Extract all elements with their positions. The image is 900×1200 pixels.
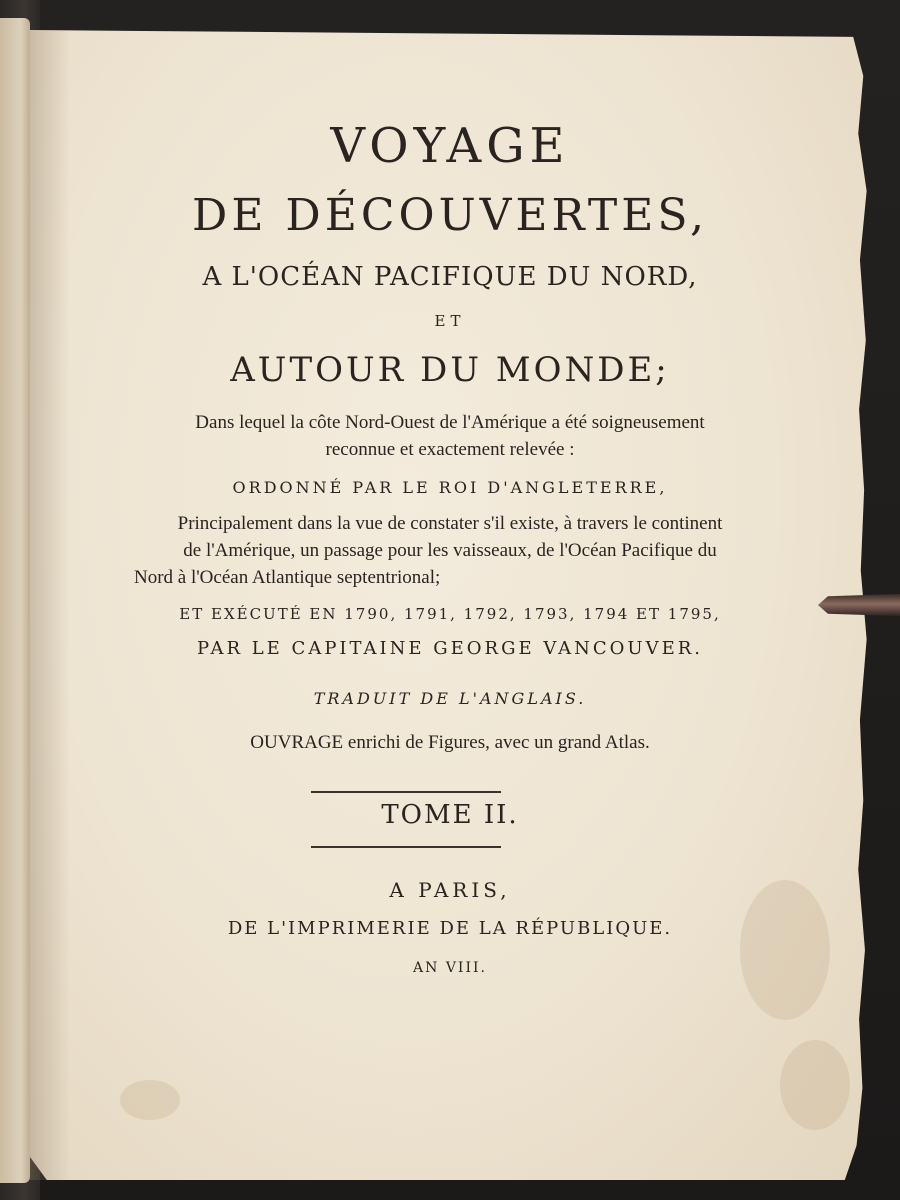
foxing-spot (120, 1080, 180, 1120)
ordonne-line: ORDONNÉ PAR LE ROI D'ANGLETERRE, (232, 478, 668, 497)
volume-label: TOME II. (381, 800, 519, 830)
book-title: VOYAGE (330, 118, 570, 174)
ocean-line: A L'OCÉAN PACIFIQUE DU NORD, (202, 262, 698, 292)
book-subtitle: DE DÉCOUVERTES, (192, 190, 708, 241)
purpose-line-2: de l'Amérique, un passage pour les vaisseaux, de l'Océan Pacifique du (183, 540, 717, 561)
executed-line: ET EXÉCUTÉ EN 1790, 1791, 1792, 1793, 1794 ET 1795, (179, 605, 721, 623)
et-line: ET (434, 312, 466, 330)
captain-line: PAR LE CAPITAINE GEORGE VANCOUVER. (197, 638, 703, 659)
description-line-1: Dans lequel la côte Nord-Ouest de l'Amérique a été soigneusement (195, 412, 705, 433)
purpose-line-1: Principalement dans la vue de constater s'il existe, à travers le continent (177, 513, 723, 534)
rule-bottom (311, 846, 501, 848)
printer-line: DE L'IMPRIMERIE DE LA RÉPUBLIQUE. (227, 918, 673, 939)
description-line-2: reconnue et exactement relevée : (325, 439, 575, 460)
left-page-edge (0, 18, 30, 1183)
rule-top (311, 791, 501, 793)
work-line: OUVRAGE enrichi de Figures, avec un grand Atlas. (250, 732, 650, 753)
foxing-spot (780, 1040, 850, 1130)
bookmark-ribbon (818, 594, 900, 616)
year-line: AN VIII. (413, 960, 487, 976)
autour-line: AUTOUR DU MONDE; (230, 350, 670, 390)
gutter-shadow (30, 30, 70, 1180)
purpose-line-3: Nord à l'Océan Atlantique septentrional; (134, 567, 441, 588)
translated-line: TRADUIT DE L'ANGLAIS. (313, 689, 587, 708)
city-line: A PARIS, (389, 878, 511, 902)
